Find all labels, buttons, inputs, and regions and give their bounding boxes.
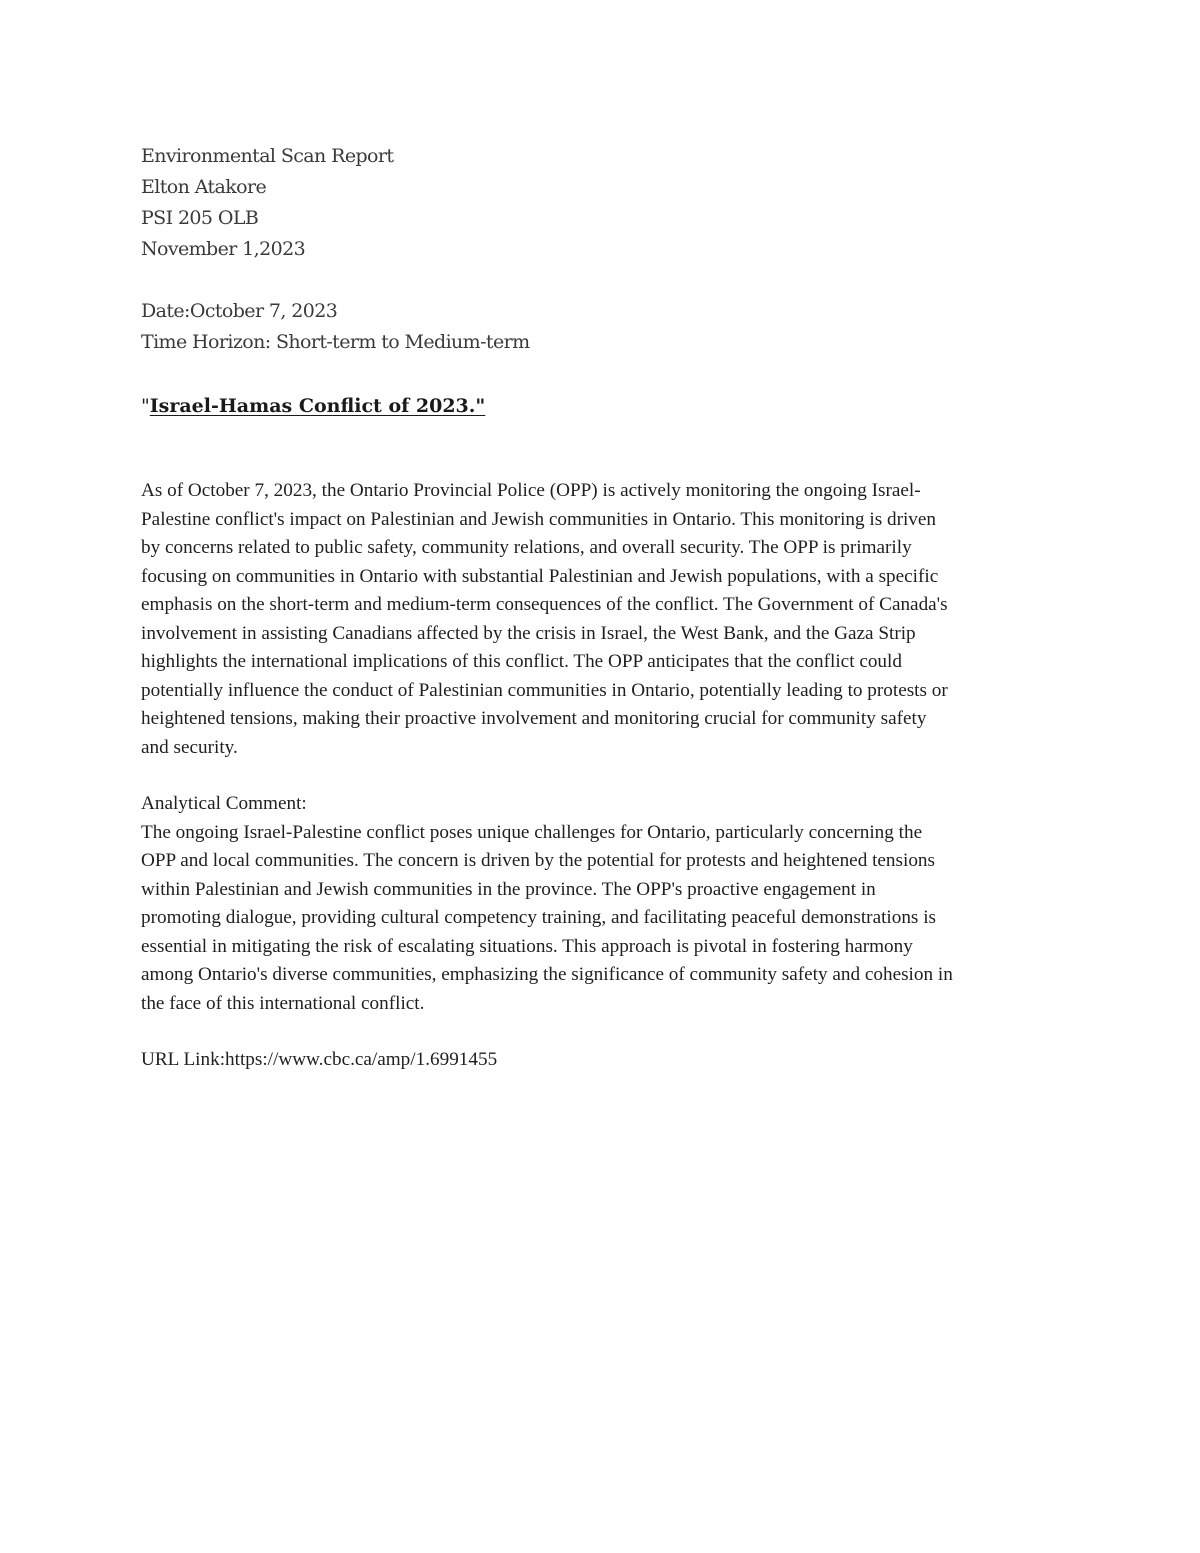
source-url-line: URL Link:https://www.cbc.ca/amp/1.6991455 bbox=[141, 1049, 498, 1070]
report-header bbox=[141, 141, 1066, 265]
intro-line: potentially influence the conduct of Palestinian communities in Ontario, potentially leading to protests or bbox=[141, 679, 948, 701]
analysis-line: OPP and local communities. The concern is driven by the potential for protests and heightened tensions bbox=[141, 850, 935, 871]
course-code: PSI 205 OLB bbox=[141, 207, 259, 229]
analysis-line: promoting dialogue, providing cultural competency training, and facilitating peaceful demonstrations is bbox=[141, 907, 936, 928]
report-title: Environmental Scan Report bbox=[141, 145, 394, 167]
analysis-line: among Ontario's diverse communities, emphasizing the significance of community safety and cohesion in bbox=[141, 964, 953, 985]
intro-line: highlights the international implications of this conflict. The OPP anticipates that the conflict could bbox=[141, 651, 902, 672]
intro-line: and security. bbox=[141, 736, 238, 758]
submitted-date: November 1,2023 bbox=[141, 238, 306, 260]
report-meta bbox=[141, 296, 1066, 358]
intro-line: focusing on communities in Ontario with substantial Palestinian and Jewish populations, with a specific bbox=[141, 565, 939, 587]
time-horizon: Time Horizon: Short-term to Medium-term bbox=[141, 331, 530, 353]
analysis-line: The ongoing Israel-Palestine conflict poses unique challenges for Ontario, particularly concerning the bbox=[141, 821, 923, 843]
intro-line: emphasis on the short-term and medium-term consequences of the conflict. The Government of Canada's bbox=[141, 594, 948, 615]
intro-line: Palestine conflict's impact on Palestinian and Jewish communities in Ontario. This monitoring is driven bbox=[141, 508, 937, 530]
analysis-line: the face of this international conflict. bbox=[141, 992, 425, 1014]
author-name: Elton Atakore bbox=[141, 176, 267, 198]
scan-date: Date:October 7, 2023 bbox=[141, 300, 338, 322]
title-text: Israel-Hamas Conflict of 2023." bbox=[149, 395, 486, 417]
document-page bbox=[141, 141, 1066, 1075]
analysis-line: within Palestinian and Jewish communities in the province. The OPP's proactive engagement in bbox=[141, 878, 876, 900]
conflict-title bbox=[141, 392, 1066, 420]
analytical-comment-label: Analytical Comment: bbox=[141, 793, 307, 814]
analysis-line: essential in mitigating the risk of escalating situations. This approach is pivotal in fostering harmony bbox=[141, 935, 913, 957]
intro-line: by concerns related to public safety, community relations, and overall security. The OPP is primarily bbox=[141, 537, 912, 558]
analytical-comment-paragraph bbox=[141, 819, 1066, 1019]
intro-line: involvement in assisting Canadians affected by the crisis in Israel, the West Bank, and the Gaza Strip bbox=[141, 622, 916, 644]
intro-paragraph bbox=[141, 477, 1066, 762]
intro-line: As of October 7, 2023, the Ontario Provincial Police (OPP) is actively monitoring the ongoing Israel- bbox=[141, 480, 921, 501]
title-open-quote: " bbox=[141, 395, 150, 417]
intro-line: heightened tensions, making their proactive involvement and monitoring crucial for community safety bbox=[141, 708, 927, 729]
